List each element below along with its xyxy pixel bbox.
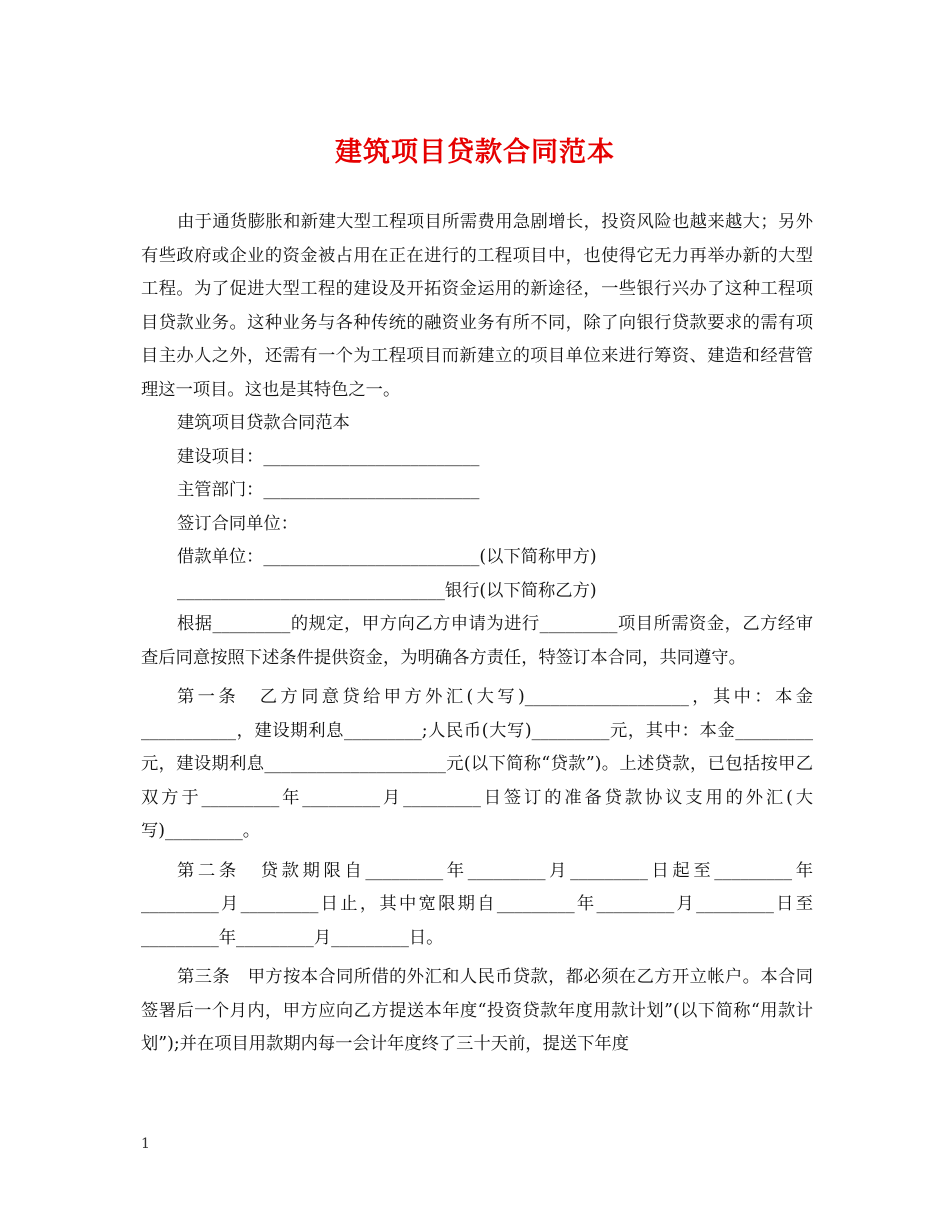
document-body <box>141 206 813 1062</box>
contracting-parties-line: 签订合同单位： <box>177 513 298 534</box>
page-number: 1 <box>141 1136 150 1152</box>
document-title: 建筑项目贷款合同范本 <box>335 137 615 168</box>
construction-project-line: 建设项目：_________________________ <box>177 446 480 467</box>
borrower-line: 借款单位：_________________________(以下简称甲方) <box>177 547 597 567</box>
contract-heading: 建筑项目贷款合同范本 <box>177 413 350 433</box>
article-two: 第二条 贷款期限自_________年_________月_________日起至_________年_________月_________日止，其中宽限期自_________年_________月_________日至_________年_________月_________日。 <box>141 860 813 948</box>
intro-paragraph: 由于通货膨胀和新建大型工程项目所需费用急剧增长，投资风险也越来越大；另外有些政府或企业的资金被占用在正在进行的工程项目中，也使得它无力再举办新的大型工程。为了促进大型工程的建设及开拓资金运用的新途径，一些银行兴办了这种工程项目贷款业务。这种业务与各种传统的融资业务有所不同，除了向银行贷款要求的需有项目主办人之外，还需有一个为工程项目而新建立的项目单位来进行筹资、建造和经营管理这一项目。这也是其特色之一。 <box>141 212 813 400</box>
article-one: 第一条 乙方同意贷给甲方外汇(大写)___________________，其中：本金___________，建设期利息_________;人民币(大写)_________元，其中：本金_________元，建设期利息_____________________元(以下简称“贷款”)。上述贷款，已包括按甲乙双方于_________年_________月_________日签订的准备贷款协议支用的外汇(大写)_________。 <box>141 687 813 841</box>
supervising-department-line: 主管部门：_________________________ <box>177 480 480 500</box>
lender-bank-line: _______________________________银行(以下简称乙方) <box>177 580 597 601</box>
article-three: 第三条 甲方按本合同所借的外汇和人民币贷款，都必须在乙方开立帐户。本合同签署后一个月内，甲方应向乙方提送本年度“投资贷款年度用款计划”(以下简称“用款计划”);并在项目用款期内每一会计年度终了三十天前，提送下年度 <box>141 967 813 1054</box>
basis-paragraph: 根据_________的规定，甲方向乙方申请为进行_________项目所需资金，乙方经审查后同意按照下述条件提供资金，为明确各方责任，特签订本合同，共同遵守。 <box>141 614 813 668</box>
